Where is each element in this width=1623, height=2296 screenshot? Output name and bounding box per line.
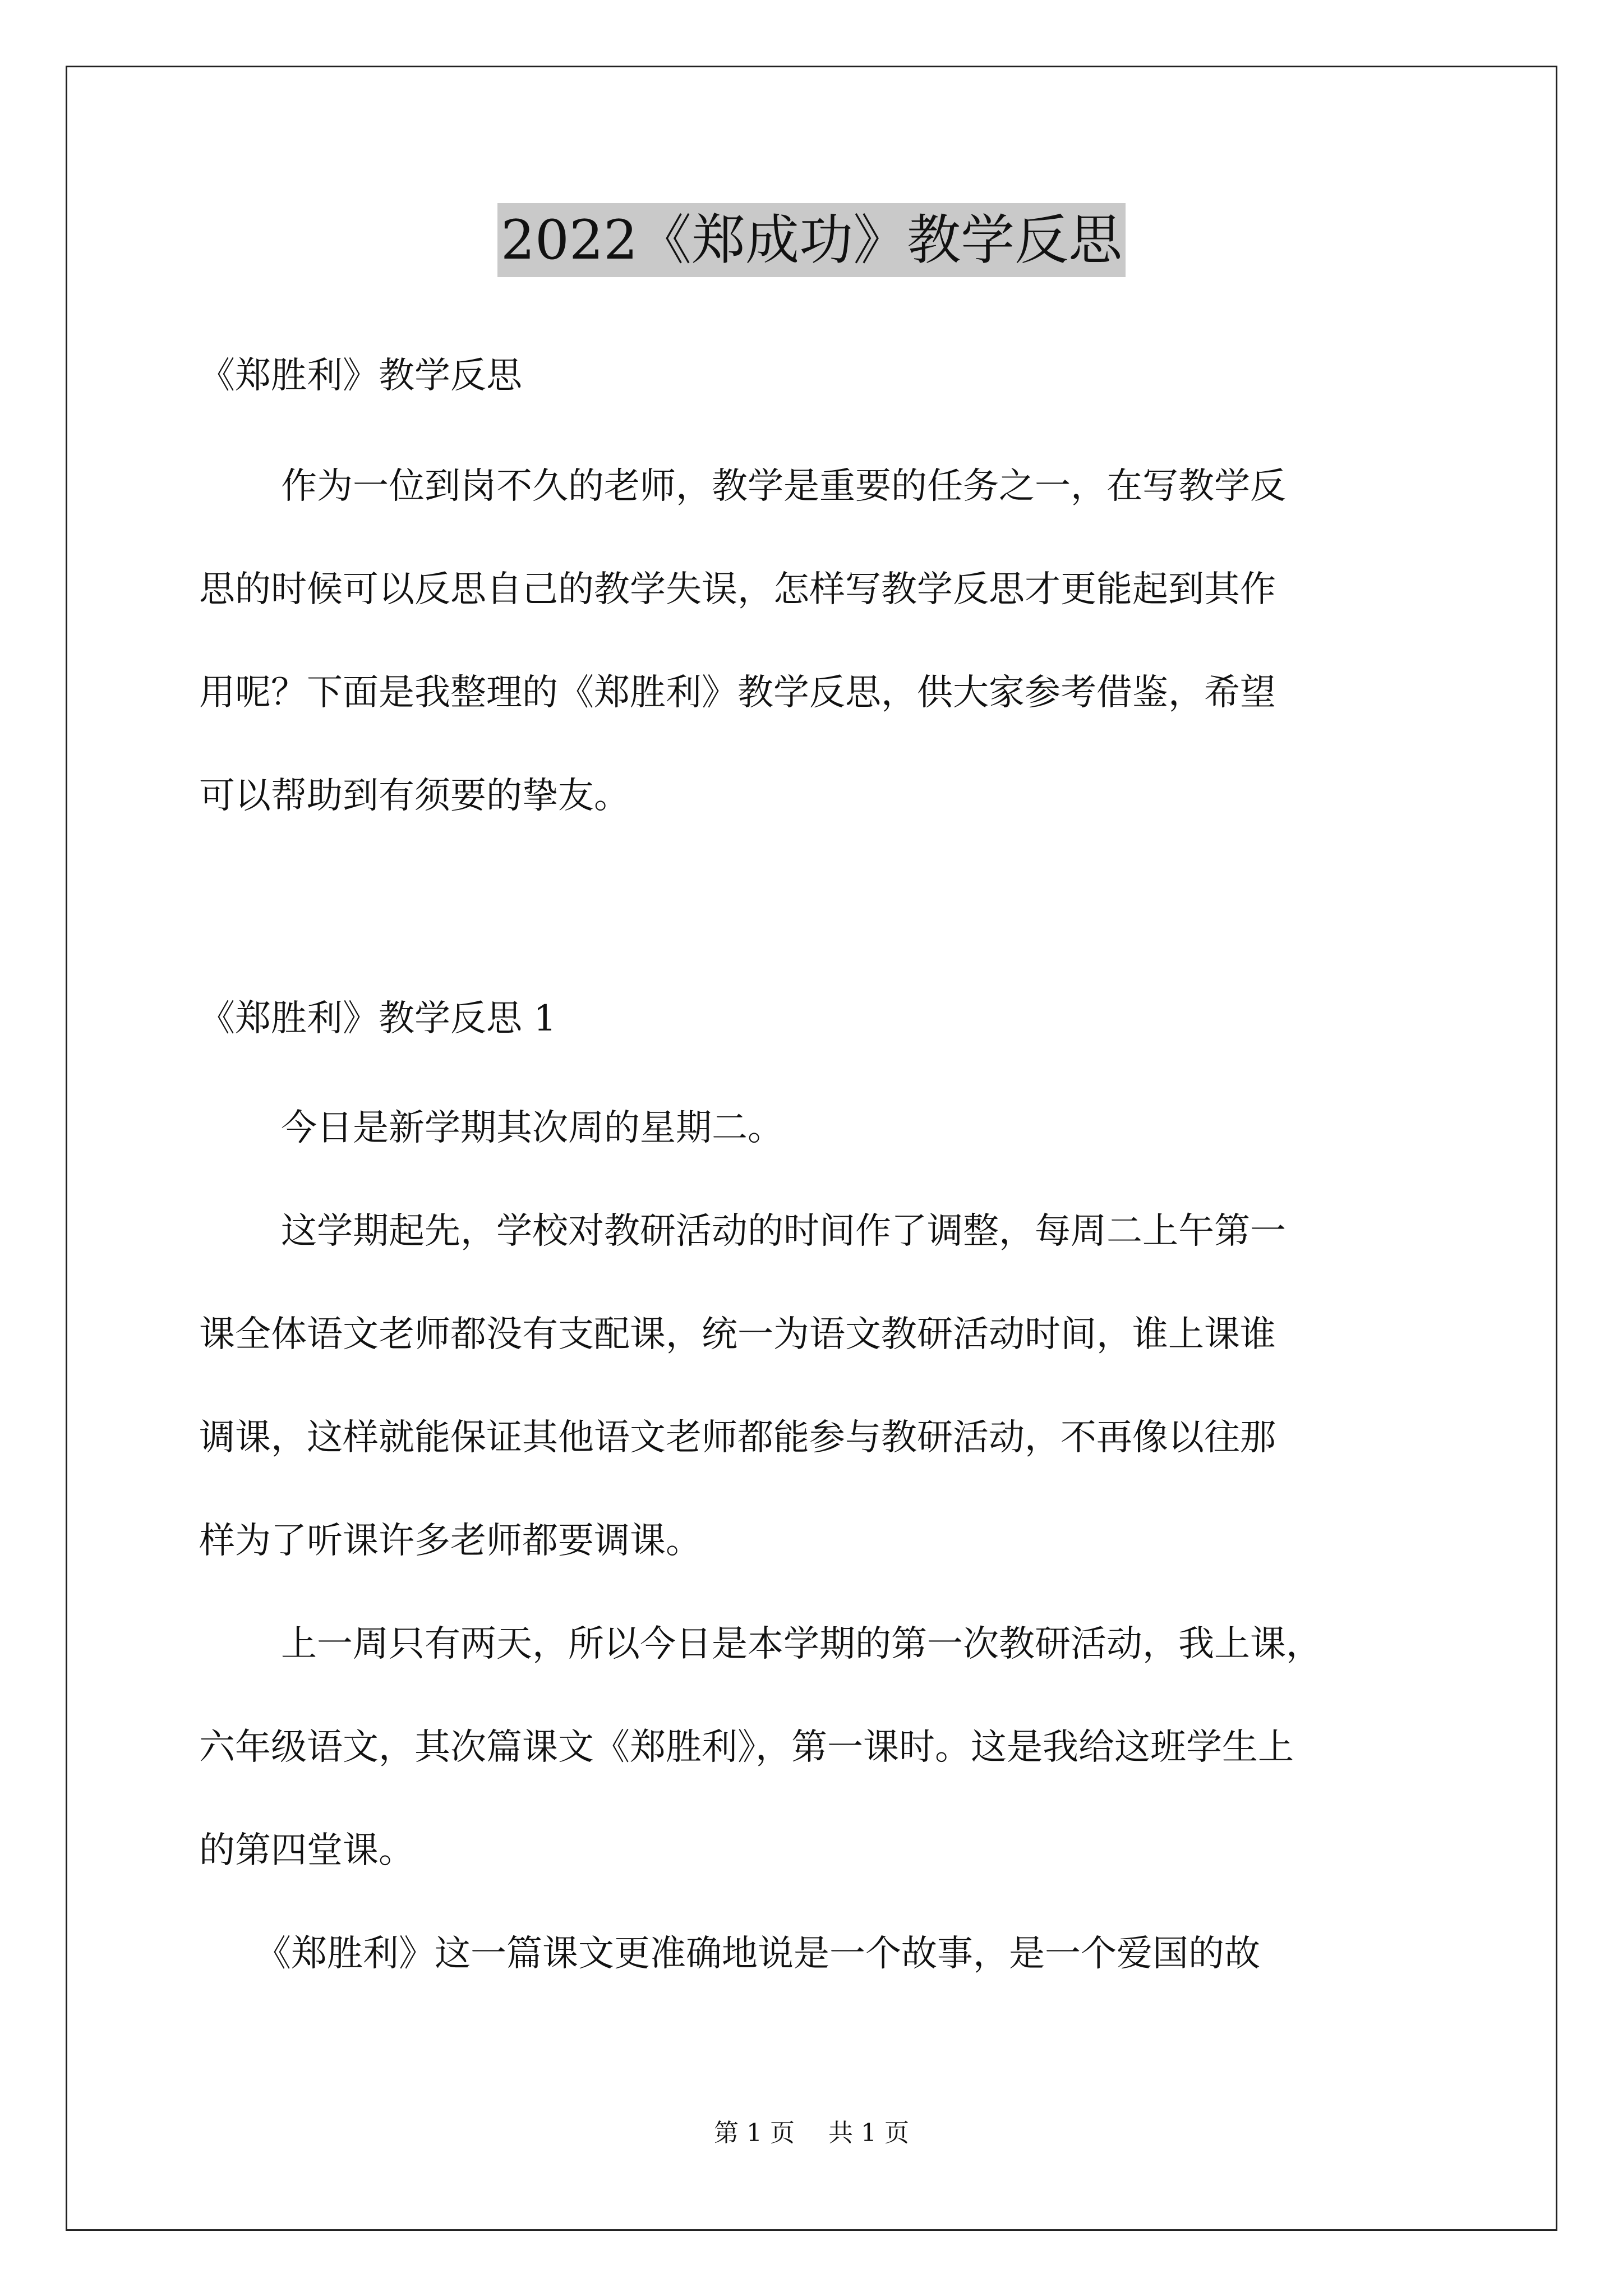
intro-line: 思的时候可以反思自己的教学失误，怎样写教学反思才更能起到其作 <box>199 569 1276 610</box>
paragraph-line: 《郑胜利》这一篇课文更准确地说是一个故事，是一个爱国的故 <box>255 1933 1260 1975</box>
section-heading: 《郑胜利》教学反思 <box>199 355 522 397</box>
paragraph-line: 调课，这样就能保证其他语文老师都能参与教研活动，不再像以往那 <box>199 1417 1276 1458</box>
intro-line: 可以帮助到有须要的挚友。 <box>199 775 630 817</box>
document-title: 2022《郑成功》教学反思 <box>497 203 1126 277</box>
title-container <box>0 203 1623 277</box>
paragraph-line: 课全体语文老师都没有支配课，统一为语文教研活动时间，谁上课谁 <box>199 1314 1276 1355</box>
paragraph-line: 这学期起先，学校对教研活动的时间作了调整，每周二上午第一 <box>281 1211 1286 1252</box>
paragraph-line: 上一周只有两天，所以今日是本学期的第一次教研活动，我上课， <box>281 1623 1322 1665</box>
section-heading: 《郑胜利》教学反思 1 <box>199 998 557 1039</box>
page-footer <box>0 2116 1623 2150</box>
paragraph-line: 六年级语文，其次篇课文《郑胜利》，第一课时。这是我给这班学生上 <box>199 1727 1294 1768</box>
intro-line: 用呢？下面是我整理的《郑胜利》教学反思，供大家参考借鉴，希望 <box>199 672 1276 714</box>
page-total: 共 1 页 <box>828 2119 909 2147</box>
page-number: 第 1 页 <box>714 2119 795 2147</box>
intro-line: 作为一位到岗不久的老师，教学是重要的任务之一，在写教学反 <box>281 466 1286 507</box>
paragraph: 今日是新学期其次周的星期二。 <box>281 1107 783 1149</box>
paragraph-line: 样为了听课许多老师都要调课。 <box>199 1520 702 1562</box>
paragraph-line: 的第四堂课。 <box>199 1830 414 1871</box>
